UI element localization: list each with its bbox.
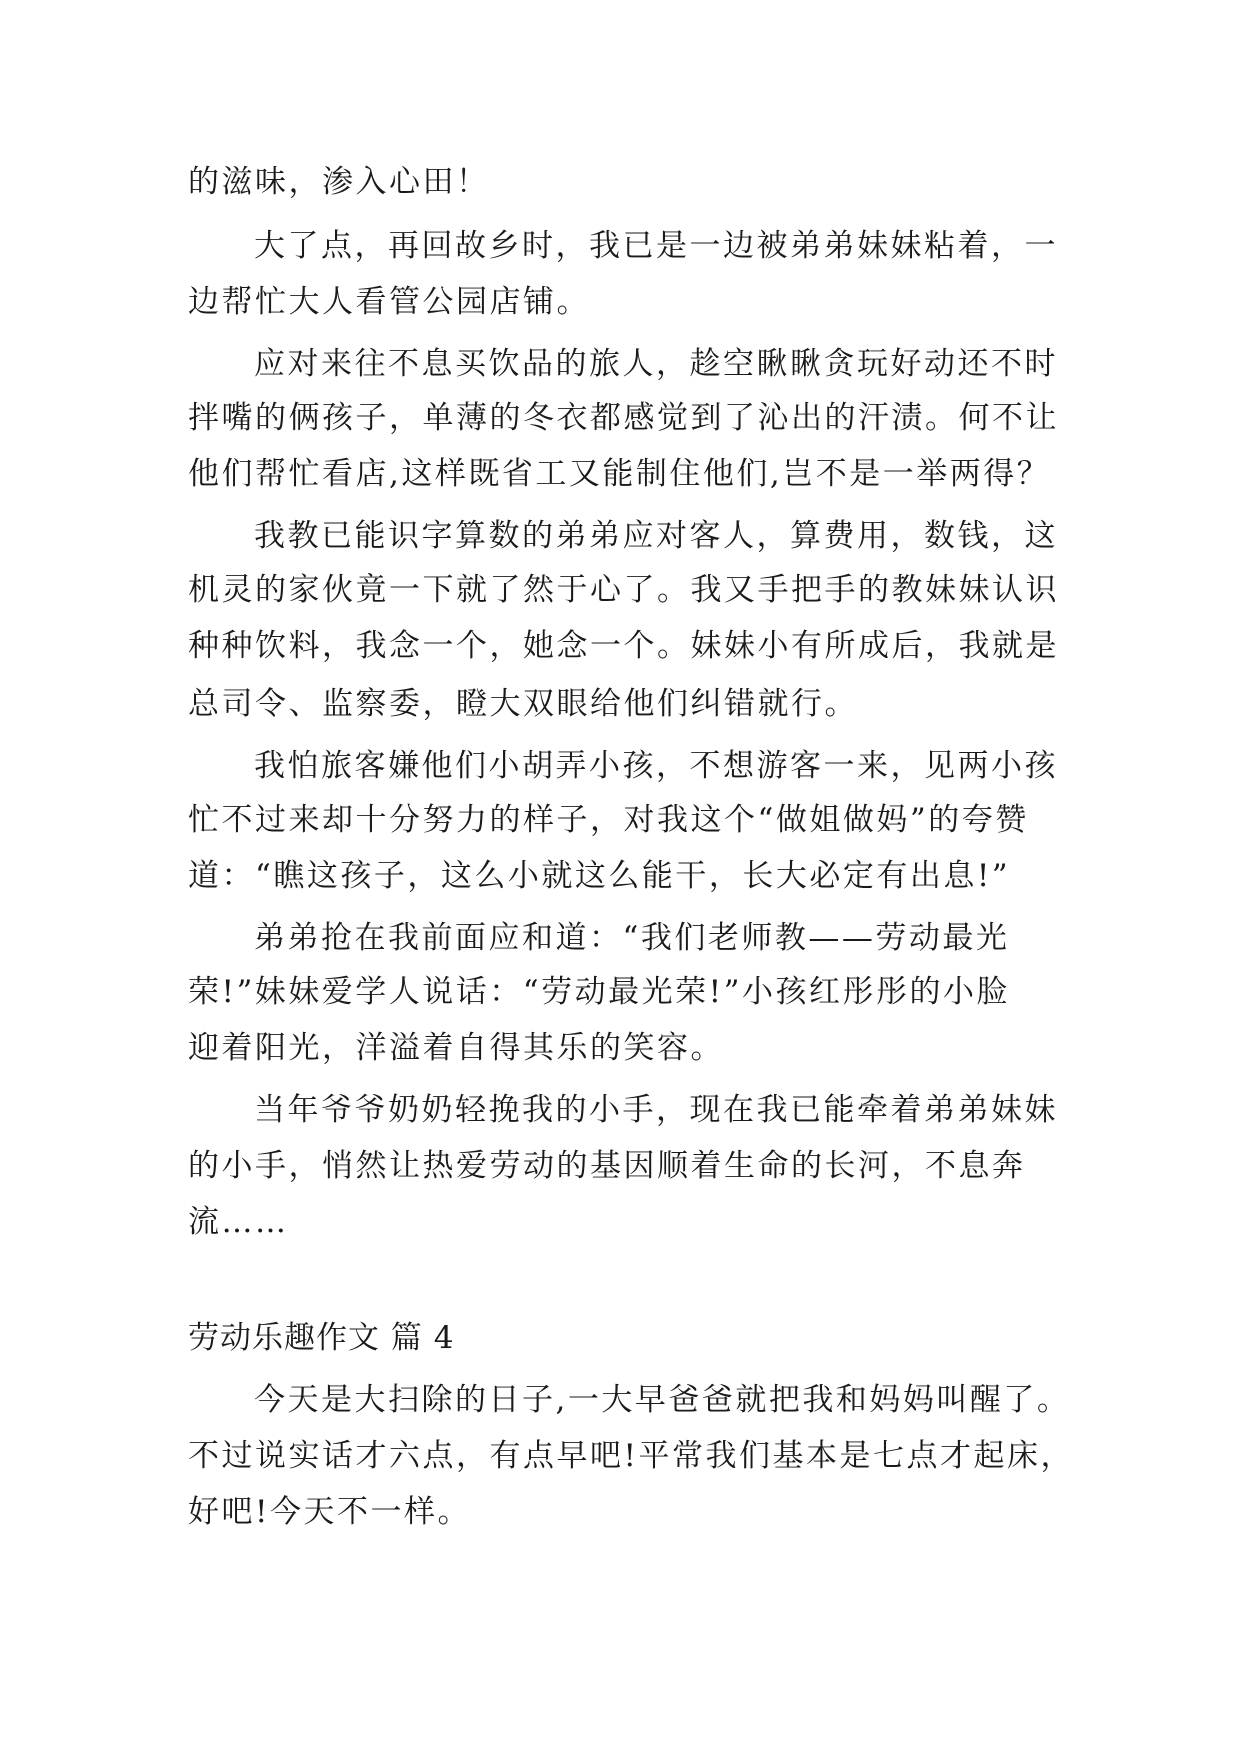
- text-line: 荣!”妹妹爱学人说话：“劳动最光荣!”小孩红彤彤的小脸: [188, 974, 1010, 1010]
- text-line: 他们帮忙看店,这样既省工又能制住他们,岂不是一举两得？: [188, 456, 1051, 492]
- text-line: 的滋味，渗入心田！: [188, 164, 490, 200]
- text-line: 的小手，悄然让热爱劳动的基因顺着生命的长河，不息奔: [188, 1148, 1026, 1184]
- text-line: 拌嘴的俩孩子，单薄的冬衣都感觉到了沁出的汗渍。何不让: [188, 400, 1059, 436]
- text-line: 流……: [188, 1204, 289, 1240]
- paragraph-start: 弟弟抢在我前面应和道：“我们老师教——劳动最光: [254, 920, 1010, 956]
- text-line: 总司令、监察委，瞪大双眼给他们纠错就行。: [188, 686, 858, 722]
- paragraph-start: 我教已能识字算数的弟弟应对客人，算费用，数钱，这: [254, 518, 1058, 554]
- paragraph-start: 今天是大扫除的日子,一大早爸爸就把我和妈妈叫醒了。: [254, 1382, 1071, 1418]
- text-line: 道：“瞧这孩子，这么小就这么能干，长大必定有出息!”: [188, 858, 1011, 894]
- text-line: 迎着阳光，洋溢着自得其乐的笑容。: [188, 1030, 724, 1066]
- text-line: 忙不过来却十分努力的样子，对我这个“做姐做妈”的夸赞: [188, 802, 1029, 838]
- text-line: 不过说实话才六点，有点早吧!平常我们基本是七点才起床，: [188, 1438, 1074, 1474]
- text-line: 种种饮料，我念一个，她念一个。妹妹小有所成后，我就是: [188, 628, 1059, 664]
- paragraph-start: 我怕旅客嫌他们小胡弄小孩，不想游客一来，见两小孩: [254, 748, 1058, 784]
- paragraph-start: 应对来往不息买饮品的旅人，趁空瞅瞅贪玩好动还不时: [254, 346, 1058, 382]
- paragraph-start: 大了点，再回故乡时，我已是一边被弟弟妹妹粘着，一: [254, 228, 1058, 264]
- text-line: 机灵的家伙竟一下就了然于心了。我又手把手的教妹妹认识: [188, 572, 1059, 608]
- section-title: 劳动乐趣作文 篇 4: [188, 1320, 455, 1356]
- text-line: 好吧!今天不一样。: [188, 1494, 471, 1530]
- paragraph-start: 当年爷爷奶奶轻挽我的小手，现在我已能牵着弟弟妹妹: [254, 1092, 1058, 1128]
- text-line: 边帮忙大人看管公园店铺。: [188, 284, 590, 320]
